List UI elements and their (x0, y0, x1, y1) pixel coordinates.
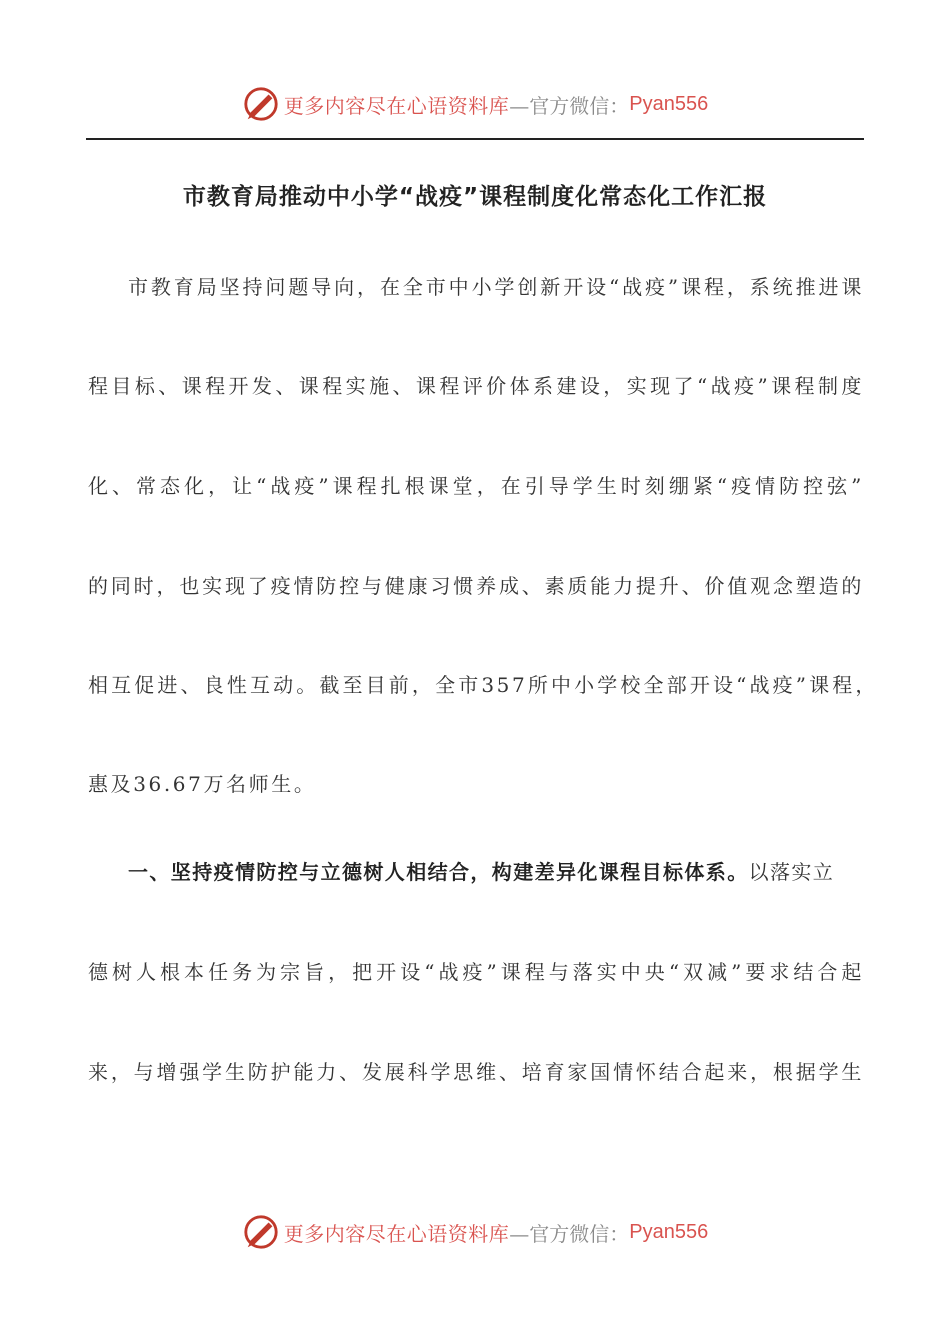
header-banner (0, 84, 950, 124)
paragraph-line: 来，与增强学生防护能力、发展科学思维、培育家国情怀结合起来，根据学生 (88, 1060, 864, 1084)
footer-wechat-label: —官方微信： (509, 1221, 630, 1246)
paragraph-line: 化、常态化，让“战疫”课程扎根课堂，在引导学生时刻绷紧“疫情防控弦” (88, 474, 864, 498)
header-wechat-label: —官方微信： (509, 93, 630, 118)
paragraph-line: 市教育局坚持问题导向，在全市中小学创新开设“战疫”课程，系统推进课 (128, 275, 864, 299)
footer-brand-text: 更多内容尽在心语资料库 (283, 1221, 510, 1246)
header-divider (86, 138, 864, 140)
footer-wechat-id: Pyan556 (629, 1220, 709, 1243)
section-heading-line (128, 855, 864, 889)
header-brand-text: 更多内容尽在心语资料库 (283, 93, 510, 118)
footer-banner (0, 1212, 950, 1252)
paragraph-line: 的同时，也实现了疫情防控与健康习惯养成、素质能力提升、价值观念塑造的 (88, 574, 864, 598)
pen-logo-icon (242, 85, 280, 123)
document-title: 市教育局推动中小学“战疫”课程制度化常态化工作汇报 (182, 184, 768, 210)
pen-logo-icon (242, 1213, 280, 1251)
paragraph-line: 德树人根本任务为宗旨，把开设“战疫”课程与落实中央“双减”要求结合起 (88, 960, 864, 984)
section-lead-text: 以落实立 (748, 860, 835, 884)
section-heading: 一、坚持疫情防控与立德树人相结合，构建差异化课程目标体系。 (128, 860, 749, 884)
header-wechat-id: Pyan556 (629, 92, 709, 115)
paragraph-line: 惠及36.67万名师生。 (88, 772, 317, 796)
paragraph-line: 相互促进、良性互动。截至目前，全市357所中小学校全部开设“战疫”课程， (88, 673, 878, 697)
paragraph-line: 程目标、课程开发、课程实施、课程评价体系建设，实现了“战疫”课程制度 (88, 374, 864, 398)
